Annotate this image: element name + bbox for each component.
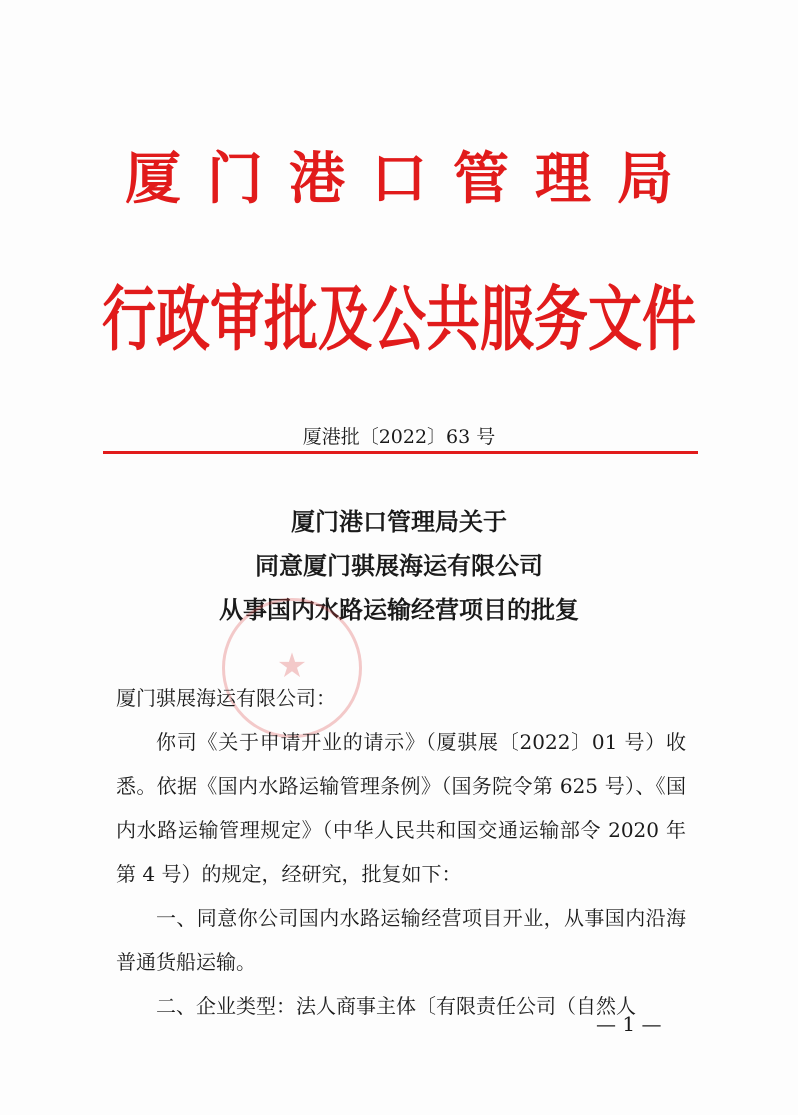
document-title	[0, 500, 798, 632]
document-type-header: 行政审批及公共服务文件	[102, 278, 696, 361]
document-number: 厦港批〔2022〕63 号	[302, 426, 496, 448]
title-line-3: 从事国内水路运输经营项目的批复	[219, 595, 579, 624]
red-separator-line	[103, 451, 698, 454]
body-paragraph-3: 二、企业类型：法人商事主体〔有限责任公司（自然人	[156, 994, 636, 1018]
title-line-2: 同意厦门骐展海运有限公司	[255, 551, 543, 580]
salutation: 厦门骐展海运有限公司：	[116, 686, 336, 710]
title-line-1: 厦门港口管理局关于	[291, 507, 507, 536]
document-body	[116, 676, 686, 1028]
seal-star-icon: ★	[276, 646, 308, 686]
org-name-header: 厦门港口管理局	[125, 147, 699, 212]
body-paragraph-2: 一、同意你公司国内水路运输经营项目开业，从事国内沿海普通货船运输。	[116, 906, 686, 974]
body-paragraph-1: 你司《关于申请开业的请示》（厦骐展〔2022〕01 号）收悉。依据《国内水路运输管理条例》（国务院令第 625 号）、《国内水路运输管理规定》（中华人民共和国交通运输部令 2020 年第 4 号）的规定，经研究，批复如下：	[116, 730, 686, 886]
page-number: — 1 —	[596, 1012, 662, 1036]
